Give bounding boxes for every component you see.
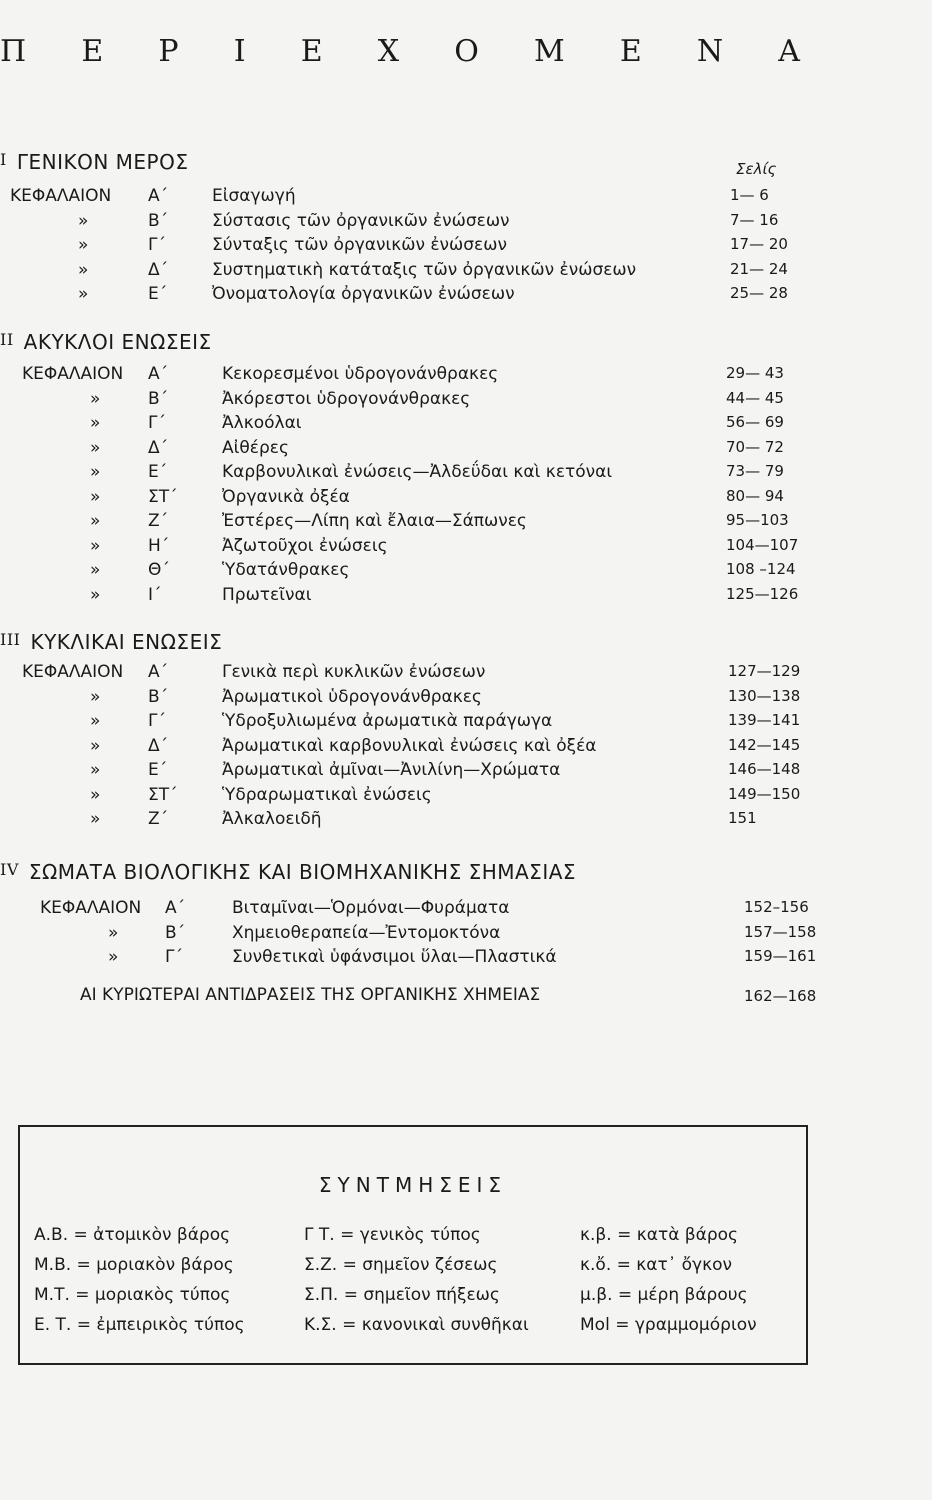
- chapter-title: Σύστασις τῶν ὀργανικῶν ἐνώσεων: [212, 210, 510, 231]
- abbreviations-box: [18, 1125, 808, 1365]
- abbreviation-entry: μ.β. = μέρη βάρους: [580, 1285, 748, 1305]
- chapter-number: Β΄: [165, 922, 186, 943]
- chapter-title: Κεκορεσμένοι ὑδρογονάνθρακες: [222, 364, 499, 384]
- chapter-number: Ζ΄: [148, 809, 169, 829]
- toc-row: [0, 760, 900, 784]
- chapter-number: Ε΄: [148, 462, 168, 482]
- abbreviation-entry: Σ.Ζ. = σημεῖον ζέσεως: [304, 1255, 498, 1275]
- title-letter: Ε: [81, 34, 104, 69]
- chapter-lead: »: [90, 462, 101, 482]
- chapter-number: Γ΄: [148, 235, 166, 255]
- toc-row: [0, 438, 900, 462]
- chapter-title: Βιταμῖναι—Ὁρμόναι—Φυράματα: [232, 898, 510, 918]
- chapter-lead: »: [78, 259, 89, 280]
- chapter-lead: ΚΕΦΑΛΑΙΟΝ: [40, 898, 142, 918]
- title-letter: Ν: [696, 34, 724, 69]
- chapter-lead: »: [90, 511, 101, 531]
- chapter-number: Β΄: [148, 686, 169, 707]
- main-reactions-title: ΑΙ ΚΥΡΙΩΤΕΡΑΙ ΑΝΤΙΔΡΑΣΕΙΣ ΤΗΣ ΟΡΓΑΝΙΚΗΣ ΧΗΜΕΙΑΣ: [80, 985, 541, 1005]
- abbreviation-entry: Κ.Σ. = κανονικαὶ συνθῆκαι: [304, 1315, 529, 1335]
- chapter-pages: 139—141: [728, 711, 801, 729]
- toc-row: [0, 662, 900, 686]
- part-title: ΑΚΥΚΛΟΙ ΕΝΩΣΕΙΣ: [23, 330, 212, 354]
- chapter-pages: 44— 45: [726, 388, 784, 407]
- chapter-title: Ὑδατάνθρακες: [222, 560, 350, 580]
- toc-row: [0, 260, 900, 284]
- toc-row: [0, 536, 900, 560]
- chapter-number: Α΄: [148, 186, 169, 206]
- title-letter: Ρ: [158, 34, 179, 69]
- page-column-label: Σελίς: [736, 160, 777, 178]
- chapter-title: Συνθετικαὶ ὑφάνσιμοι ὕλαι—Πλαστικά: [232, 947, 557, 967]
- title-letter: Ε: [300, 34, 323, 69]
- chapter-pages: 17— 20: [730, 235, 788, 253]
- abbreviation-entry: κ.β. = κατὰ βάρος: [580, 1225, 739, 1245]
- title-letter: Α: [778, 34, 800, 69]
- chapter-pages: 29— 43: [726, 364, 784, 382]
- abbreviation-entry: Mol = γραμμομόριον: [580, 1315, 757, 1335]
- title-letter: Ε: [619, 34, 642, 69]
- page-title: [0, 34, 800, 69]
- part-number: II: [0, 330, 14, 349]
- chapter-lead: »: [90, 809, 101, 829]
- toc-row: [0, 560, 900, 584]
- chapter-title: Ὑδραρωματικαὶ ἐνώσεις: [222, 784, 432, 805]
- chapter-number: Δ΄: [148, 735, 169, 756]
- chapter-number: Ε΄: [148, 284, 168, 304]
- part-title: ΚΥΚΛΙΚΑΙ ΕΝΩΣΕΙΣ: [30, 630, 223, 654]
- chapter-lead: »: [90, 437, 101, 458]
- chapter-lead: »: [90, 584, 101, 605]
- toc-row: [0, 186, 900, 210]
- chapter-number: Θ΄: [148, 560, 170, 580]
- abbreviation-entry: Μ.Τ. = μοριακὸς τύπος: [34, 1285, 231, 1305]
- chapter-title: Ἀρωματικοὶ ὑδρογονάνθρακες: [222, 686, 482, 707]
- chapter-pages: 146—148: [728, 760, 801, 778]
- chapter-number: Β΄: [148, 210, 169, 231]
- chapter-lead: »: [108, 922, 119, 943]
- toc-row: [0, 947, 900, 971]
- abbreviation-entry: Α.Β. = ἀτομικὸν βάρος: [34, 1225, 231, 1245]
- chapter-title: Ἀρωματικαὶ καρβονυλικαὶ ἐνώσεις καὶ ὀξέα: [222, 735, 597, 756]
- chapter-title: Ὑδροξυλιωμένα ἀρωματικὰ παράγωγα: [222, 711, 553, 731]
- chapter-number: Η΄: [148, 535, 170, 556]
- title-letter: Χ: [377, 34, 400, 69]
- chapter-title: Ἐστέρες—Λίπη καὶ ἔλαια—Σάπωνες: [222, 511, 527, 531]
- chapter-lead: »: [90, 486, 101, 507]
- part-heading: [0, 150, 188, 174]
- chapter-number: Γ΄: [148, 711, 166, 731]
- part-number: III: [0, 630, 21, 649]
- part-heading: [0, 860, 576, 884]
- chapter-number: Ι΄: [148, 584, 162, 605]
- toc-row: [0, 413, 900, 437]
- toc-row: [0, 235, 900, 259]
- chapter-lead: »: [78, 210, 89, 231]
- toc-row: [0, 785, 900, 809]
- toc-row: [0, 389, 900, 413]
- toc-row: [0, 711, 900, 735]
- chapter-lead: »: [90, 388, 101, 409]
- chapter-lead: »: [90, 711, 101, 731]
- chapter-title: Εἰσαγωγή: [212, 186, 296, 206]
- chapter-lead: »: [78, 235, 89, 255]
- title-letter: Ι: [233, 34, 246, 69]
- chapter-title: Συστηματικὴ κατάταξις τῶν ὀργανικῶν ἐνώσεων: [212, 259, 637, 280]
- chapter-number: Α΄: [148, 364, 169, 384]
- chapter-lead: »: [90, 560, 101, 580]
- toc-row: [0, 585, 900, 609]
- chapter-lead: »: [90, 784, 101, 805]
- title-letter: Ο: [454, 34, 479, 69]
- chapter-pages: 125—126: [726, 584, 799, 603]
- chapter-number: ΣΤ΄: [148, 784, 178, 805]
- chapter-pages: 7— 16: [730, 210, 779, 229]
- toc-row: [0, 462, 900, 486]
- toc-row: [0, 898, 900, 922]
- abbreviation-entry: Ε. Τ. = ἐμπειρικὸς τύπος: [34, 1315, 245, 1335]
- chapter-pages: 80— 94: [726, 486, 784, 505]
- toc-row: [0, 687, 900, 711]
- chapter-lead: ΚΕΦΑΛΑΙΟΝ: [22, 364, 124, 384]
- chapter-pages: 130—138: [728, 686, 801, 705]
- chapter-pages: 1— 6: [730, 186, 769, 204]
- chapter-pages: 108 –124: [726, 560, 796, 578]
- chapter-lead: »: [108, 947, 119, 967]
- abbreviations-title: ΣΥΝΤΜΗΣΕΙΣ: [318, 1173, 508, 1197]
- chapter-title: Καρβονυλικαὶ ἐνώσεις—Ἀλδεΰδαι καὶ κετόναι: [222, 462, 613, 482]
- toc-row: [0, 923, 900, 947]
- abbreviation-entry: Γ Τ. = γενικὸς τύπος: [304, 1225, 481, 1245]
- part-heading: [0, 330, 212, 354]
- chapter-number: Α΄: [148, 662, 169, 682]
- chapter-pages: 73— 79: [726, 462, 784, 480]
- chapter-title: Ἀλκοόλαι: [222, 413, 302, 433]
- chapter-number: Β΄: [148, 388, 169, 409]
- toc-row: [0, 284, 900, 308]
- abbreviation-entry: κ.ὄ. = κατ᾽ ὄγκον: [580, 1255, 733, 1275]
- chapter-pages: 142—145: [728, 735, 801, 754]
- chapter-title: Γενικὰ περὶ κυκλικῶν ἐνώσεων: [222, 662, 486, 682]
- chapter-pages: 70— 72: [726, 437, 784, 456]
- chapter-number: Α΄: [165, 898, 186, 918]
- toc-row: [0, 511, 900, 535]
- part-number: IV: [0, 860, 19, 879]
- chapter-lead: »: [90, 686, 101, 707]
- chapter-pages: 56— 69: [726, 413, 784, 431]
- chapter-number: Δ΄: [148, 259, 169, 280]
- abbreviation-entry: Μ.Β. = μοριακὸν βάρος: [34, 1255, 234, 1275]
- toc-row: [0, 736, 900, 760]
- main-reactions-pages: 162—168: [744, 987, 817, 1005]
- toc-row: [0, 364, 900, 388]
- chapter-pages: 157—158: [744, 922, 817, 941]
- chapter-lead: »: [78, 284, 89, 304]
- chapter-title: Πρωτεῖναι: [222, 584, 312, 605]
- toc-row: [0, 809, 900, 833]
- chapter-title: Αἰθέρες: [222, 437, 289, 458]
- toc-row: [0, 211, 900, 235]
- chapter-pages: 104—107: [726, 535, 799, 554]
- chapter-title: Ἀκόρεστοι ὑδρογονάνθρακες: [222, 388, 471, 409]
- chapter-pages: 25— 28: [730, 284, 788, 302]
- chapter-title: Ὀργανικὰ ὀξέα: [222, 486, 350, 507]
- part-heading: [0, 630, 222, 654]
- part-title: ΣΩΜΑΤΑ ΒΙΟΛΟΓΙΚΗΣ ΚΑΙ ΒΙΟΜΗΧΑΝΙΚΗΣ ΣΗΜΑΣΙΑΣ: [28, 860, 577, 884]
- chapter-pages: 152–156: [744, 898, 809, 916]
- chapter-pages: 159—161: [744, 947, 817, 965]
- chapter-pages: 149—150: [728, 784, 801, 803]
- chapter-pages: 95—103: [726, 511, 789, 529]
- chapter-lead: »: [90, 413, 101, 433]
- title-letter: Μ: [533, 34, 565, 69]
- chapter-lead: »: [90, 535, 101, 556]
- chapter-pages: 151: [728, 809, 757, 827]
- chapter-number: ΣΤ΄: [148, 486, 178, 507]
- chapter-number: Ε΄: [148, 760, 168, 780]
- chapter-lead: »: [90, 760, 101, 780]
- chapter-lead: ΚΕΦΑΛΑΙΟΝ: [22, 662, 124, 682]
- chapter-title: Ἀζωτοῦχοι ἐνώσεις: [222, 535, 388, 556]
- chapter-number: Γ΄: [148, 413, 166, 433]
- chapter-number: Δ΄: [148, 437, 169, 458]
- chapter-title: Σύνταξις τῶν ὀργανικῶν ἐνώσεων: [212, 235, 507, 255]
- chapter-number: Γ΄: [165, 947, 183, 967]
- chapter-number: Ζ΄: [148, 511, 169, 531]
- chapter-pages: 21— 24: [730, 259, 788, 278]
- abbreviation-entry: Σ.Π. = σημεῖον πήξεως: [304, 1285, 500, 1305]
- toc-row: [0, 487, 900, 511]
- chapter-title: Χημειοθεραπεία—Ἐντομοκτόνα: [232, 922, 501, 943]
- chapter-lead: ΚΕΦΑΛΑΙΟΝ: [10, 186, 112, 206]
- chapter-pages: 127—129: [728, 662, 801, 680]
- chapter-lead: »: [90, 735, 101, 756]
- title-letter: Π: [0, 34, 27, 69]
- chapter-title: Ὀνοματολογία ὀργανικῶν ἐνώσεων: [212, 284, 515, 304]
- part-title: ΓΕΝΙΚΟΝ ΜΕΡΟΣ: [16, 150, 189, 174]
- chapter-title: Ἀρωματικαὶ ἀμῖναι—Ἀνιλίνη—Χρώματα: [222, 760, 561, 780]
- part-number: I: [0, 150, 7, 169]
- chapter-title: Ἀλκαλοειδῆ: [222, 809, 322, 829]
